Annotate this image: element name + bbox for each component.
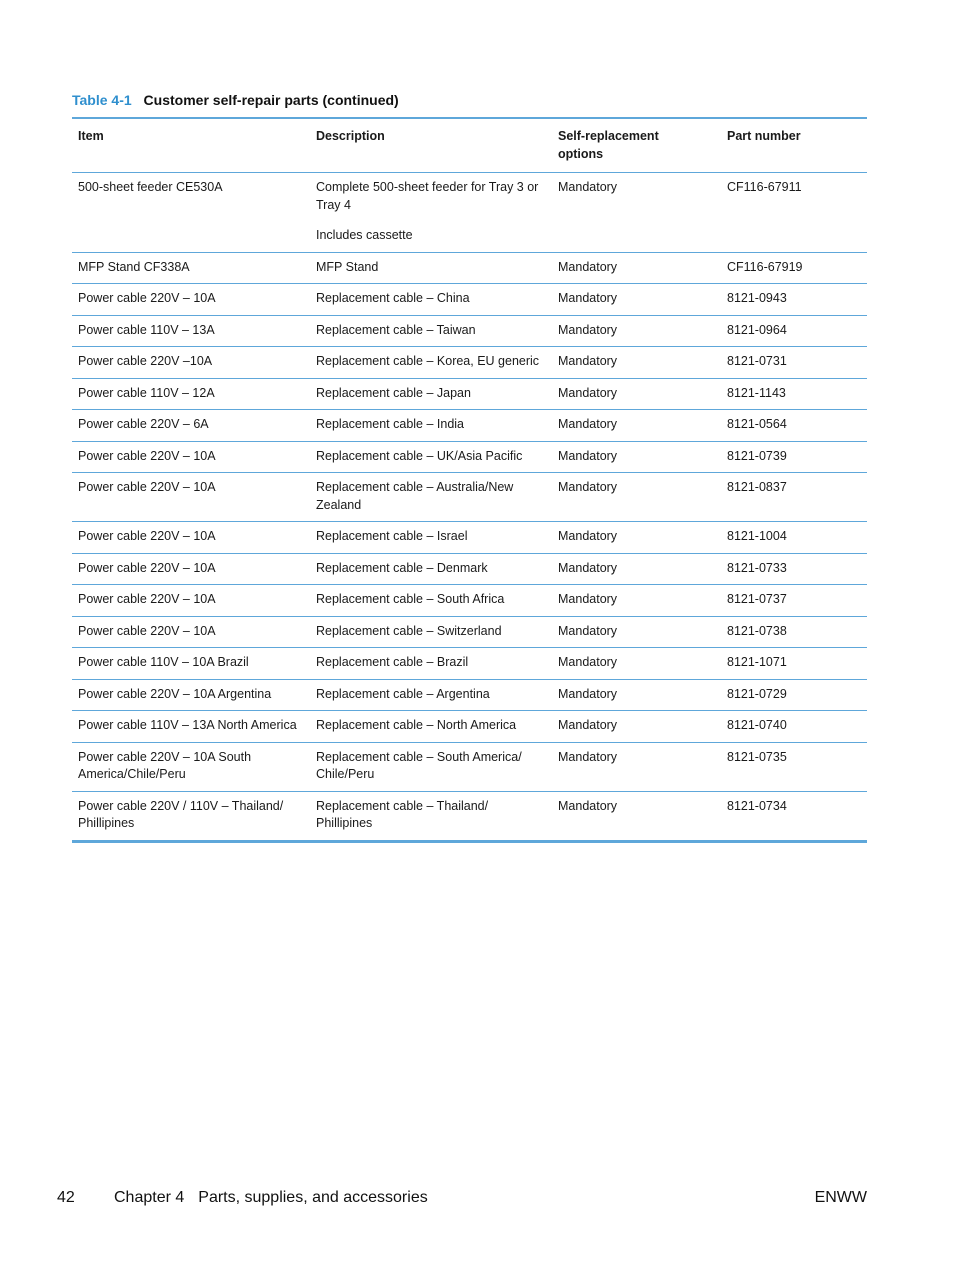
cell-self-replacement bbox=[552, 553, 721, 585]
cell-part-number-text: 8121-0740 bbox=[727, 718, 787, 732]
cell-part-number-text: 8121-1143 bbox=[727, 385, 786, 400]
cell-self-replacement-text: Mandatory bbox=[558, 354, 618, 368]
cell-part-number bbox=[721, 315, 867, 347]
table-row bbox=[72, 616, 867, 648]
cell-item bbox=[72, 284, 310, 316]
cell-description-text: Replacement cable – Switzerland bbox=[316, 623, 502, 638]
table-row bbox=[72, 648, 867, 680]
cell-part-number bbox=[721, 347, 867, 379]
cell-self-replacement bbox=[552, 410, 721, 442]
cell-item bbox=[72, 585, 310, 617]
header-self-replacement-line2: options bbox=[558, 146, 604, 161]
cell-description-text: Complete 500-sheet feeder for Tray 3 or Tray 4 bbox=[316, 180, 539, 212]
cell-description bbox=[310, 616, 552, 648]
table-row bbox=[72, 742, 867, 791]
cell-part-number bbox=[721, 473, 867, 522]
cell-part-number-text: 8121-0943 bbox=[727, 291, 787, 305]
cell-description-text: Replacement cable – India bbox=[316, 417, 465, 431]
table-row bbox=[72, 711, 867, 743]
cell-self-replacement-text: Mandatory bbox=[558, 718, 618, 732]
cell-description bbox=[310, 347, 552, 379]
cell-part-number bbox=[721, 711, 867, 743]
cell-item-text: Power cable 220V – 10A bbox=[78, 560, 216, 575]
cell-item bbox=[72, 711, 310, 743]
cell-description bbox=[310, 711, 552, 743]
chapter-label bbox=[114, 1189, 428, 1207]
cell-part-number bbox=[721, 173, 867, 253]
cell-self-replacement-text: Mandatory bbox=[558, 529, 618, 543]
cell-part-number-text: 8121-0739 bbox=[727, 448, 787, 463]
cell-description-text: Replacement cable – Japan bbox=[316, 385, 471, 400]
cell-description-text: Replacement cable – Korea, EU generic bbox=[316, 354, 540, 368]
header-self-replacement bbox=[552, 118, 721, 173]
cell-item-text: Power cable 220V –10A bbox=[78, 354, 213, 368]
cell-part-number-text: 8121-0738 bbox=[727, 623, 787, 638]
cell-self-replacement-text: Mandatory bbox=[558, 798, 618, 813]
cell-description bbox=[310, 648, 552, 680]
cell-item-text: Power cable 220V – 10A South America/Chile/Peru bbox=[78, 749, 252, 781]
cell-item-text: 500-sheet feeder CE530A bbox=[78, 180, 223, 194]
cell-self-replacement bbox=[552, 315, 721, 347]
cell-part-number-text: CF116-67911 bbox=[727, 180, 802, 194]
header-item: Item bbox=[78, 129, 104, 143]
page-number: 42 bbox=[57, 1189, 75, 1206]
cell-item-text: Power cable 220V – 10A bbox=[78, 623, 216, 638]
cell-part-number-text: 8121-1071 bbox=[727, 655, 787, 669]
cell-item-text: Power cable 110V – 10A Brazil bbox=[78, 655, 249, 669]
cell-part-number bbox=[721, 522, 867, 554]
cell-item-text: MFP Stand CF338A bbox=[78, 259, 190, 274]
cell-self-replacement-text: Mandatory bbox=[558, 560, 618, 575]
cell-description bbox=[310, 284, 552, 316]
cell-description bbox=[310, 585, 552, 617]
cell-item bbox=[72, 553, 310, 585]
cell-part-number-text: 8121-0964 bbox=[727, 322, 787, 337]
cell-description-note: Includes cassette bbox=[316, 228, 413, 242]
table-number: Table 4-1 bbox=[72, 92, 132, 108]
cell-self-replacement-text: Mandatory bbox=[558, 180, 618, 194]
cell-self-replacement bbox=[552, 173, 721, 253]
table-row bbox=[72, 441, 867, 473]
cell-part-number bbox=[721, 679, 867, 711]
cell-description-text: Replacement cable – UK/Asia Pacific bbox=[316, 448, 523, 463]
cell-item bbox=[72, 679, 310, 711]
cell-self-replacement bbox=[552, 347, 721, 379]
table-row bbox=[72, 585, 867, 617]
cell-item bbox=[72, 347, 310, 379]
cell-item bbox=[72, 378, 310, 410]
cell-self-replacement-text: Mandatory bbox=[558, 448, 618, 463]
cell-description-text: MFP Stand bbox=[316, 259, 379, 274]
cell-description-text: Replacement cable – Israel bbox=[316, 529, 468, 543]
cell-description bbox=[310, 173, 552, 253]
table-row bbox=[72, 252, 867, 284]
cell-description bbox=[310, 791, 552, 841]
cell-description-text: Replacement cable – Thailand/ Phillipines bbox=[316, 798, 489, 830]
cell-self-replacement-text: Mandatory bbox=[558, 480, 618, 494]
cell-part-number-text: 8121-0729 bbox=[727, 686, 787, 701]
cell-description-text: Replacement cable – South America/ Chile/Peru bbox=[316, 749, 522, 781]
cell-item bbox=[72, 791, 310, 841]
cell-part-number-text: CF116-67919 bbox=[727, 259, 803, 274]
cell-item bbox=[72, 742, 310, 791]
cell-item bbox=[72, 648, 310, 680]
cell-part-number bbox=[721, 616, 867, 648]
header-self-replacement-line1: Self-replacement bbox=[558, 129, 659, 143]
cell-part-number-text: 8121-0837 bbox=[727, 480, 787, 494]
cell-self-replacement-text: Mandatory bbox=[558, 385, 618, 400]
cell-item bbox=[72, 252, 310, 284]
cell-self-replacement-text: Mandatory bbox=[558, 417, 618, 431]
cell-description bbox=[310, 410, 552, 442]
table-row bbox=[72, 315, 867, 347]
cell-self-replacement-text: Mandatory bbox=[558, 749, 618, 764]
cell-item bbox=[72, 616, 310, 648]
cell-description-text: Replacement cable – Australia/New Zealand bbox=[316, 480, 514, 512]
table-row bbox=[72, 284, 867, 316]
cell-self-replacement bbox=[552, 473, 721, 522]
cell-item-text: Power cable 220V – 10A bbox=[78, 291, 216, 305]
cell-description bbox=[310, 441, 552, 473]
cell-item-text: Power cable 220V – 10A Argentina bbox=[78, 686, 272, 701]
cell-part-number-text: 8121-0733 bbox=[727, 560, 787, 575]
cell-part-number-text: 8121-0731 bbox=[727, 354, 787, 368]
table-row bbox=[72, 410, 867, 442]
customer-self-repair-parts-table bbox=[72, 117, 867, 843]
header-part-number: Part number bbox=[727, 129, 801, 143]
cell-item-text: Power cable 110V – 12A bbox=[78, 385, 215, 400]
table-row bbox=[72, 347, 867, 379]
cell-self-replacement bbox=[552, 252, 721, 284]
cell-description bbox=[310, 252, 552, 284]
cell-self-replacement bbox=[552, 585, 721, 617]
cell-part-number bbox=[721, 791, 867, 841]
cell-item bbox=[72, 522, 310, 554]
cell-item bbox=[72, 315, 310, 347]
cell-part-number-text: 8121-1004 bbox=[727, 529, 787, 543]
cell-description-text: Replacement cable – Taiwan bbox=[316, 322, 476, 337]
cell-description-text: Replacement cable – South Africa bbox=[316, 592, 505, 606]
cell-self-replacement bbox=[552, 679, 721, 711]
cell-item-text: Power cable 110V – 13A North America bbox=[78, 718, 297, 732]
table-row bbox=[72, 522, 867, 554]
cell-self-replacement-text: Mandatory bbox=[558, 322, 618, 337]
cell-part-number bbox=[721, 284, 867, 316]
cell-item bbox=[72, 441, 310, 473]
cell-self-replacement bbox=[552, 648, 721, 680]
cell-description-text: Replacement cable – Denmark bbox=[316, 560, 488, 575]
cell-part-number bbox=[721, 441, 867, 473]
cell-description bbox=[310, 473, 552, 522]
table-row bbox=[72, 791, 867, 841]
cell-description bbox=[310, 553, 552, 585]
cell-self-replacement bbox=[552, 616, 721, 648]
cell-description-text: Replacement cable – Brazil bbox=[316, 655, 469, 669]
cell-item-text: Power cable 220V – 10A bbox=[78, 480, 216, 494]
table-caption bbox=[72, 92, 399, 108]
chapter-title: Parts, supplies, and accessories bbox=[198, 1189, 428, 1206]
document-code: ENWW bbox=[814, 1189, 867, 1206]
cell-part-number bbox=[721, 410, 867, 442]
cell-item-text: Power cable 220V – 10A bbox=[78, 529, 216, 543]
cell-self-replacement bbox=[552, 711, 721, 743]
cell-self-replacement bbox=[552, 791, 721, 841]
table-row bbox=[72, 679, 867, 711]
cell-part-number bbox=[721, 378, 867, 410]
cell-part-number-text: 8121-0564 bbox=[727, 417, 787, 431]
cell-part-number-text: 8121-0734 bbox=[727, 798, 787, 813]
cell-self-replacement bbox=[552, 284, 721, 316]
table-row bbox=[72, 473, 867, 522]
cell-description-text: Replacement cable – Argentina bbox=[316, 686, 490, 701]
cell-item-text: Power cable 220V – 6A bbox=[78, 417, 209, 431]
cell-part-number-text: 8121-0735 bbox=[727, 749, 787, 764]
cell-description-text: Replacement cable – North America bbox=[316, 718, 517, 732]
cell-self-replacement bbox=[552, 378, 721, 410]
table-title: Customer self-repair parts (continued) bbox=[143, 92, 399, 108]
table-row bbox=[72, 378, 867, 410]
cell-self-replacement bbox=[552, 522, 721, 554]
cell-part-number bbox=[721, 553, 867, 585]
cell-item-text: Power cable 220V – 10A bbox=[78, 592, 216, 606]
cell-description bbox=[310, 378, 552, 410]
cell-self-replacement-text: Mandatory bbox=[558, 259, 618, 274]
table-header-row bbox=[72, 118, 867, 173]
cell-description bbox=[310, 679, 552, 711]
cell-self-replacement bbox=[552, 441, 721, 473]
table-row bbox=[72, 553, 867, 585]
table-row bbox=[72, 173, 867, 253]
cell-self-replacement-text: Mandatory bbox=[558, 623, 618, 638]
cell-description bbox=[310, 742, 552, 791]
cell-item-text: Power cable 110V – 13A bbox=[78, 322, 215, 337]
chapter-number: Chapter 4 bbox=[114, 1189, 185, 1206]
cell-self-replacement-text: Mandatory bbox=[558, 592, 618, 606]
cell-part-number bbox=[721, 585, 867, 617]
cell-item-text: Power cable 220V / 110V – Thailand/ Phillipines bbox=[78, 798, 284, 830]
cell-description bbox=[310, 315, 552, 347]
cell-description bbox=[310, 522, 552, 554]
cell-part-number bbox=[721, 648, 867, 680]
cell-part-number-text: 8121-0737 bbox=[727, 592, 787, 606]
cell-part-number bbox=[721, 742, 867, 791]
cell-self-replacement-text: Mandatory bbox=[558, 291, 618, 305]
cell-description-text: Replacement cable – China bbox=[316, 291, 470, 305]
cell-item bbox=[72, 173, 310, 253]
cell-item bbox=[72, 473, 310, 522]
cell-part-number bbox=[721, 252, 867, 284]
cell-self-replacement-text: Mandatory bbox=[558, 686, 618, 701]
cell-item-text: Power cable 220V – 10A bbox=[78, 448, 216, 463]
header-description: Description bbox=[316, 129, 385, 143]
cell-item bbox=[72, 410, 310, 442]
cell-self-replacement-text: Mandatory bbox=[558, 655, 618, 669]
cell-self-replacement bbox=[552, 742, 721, 791]
